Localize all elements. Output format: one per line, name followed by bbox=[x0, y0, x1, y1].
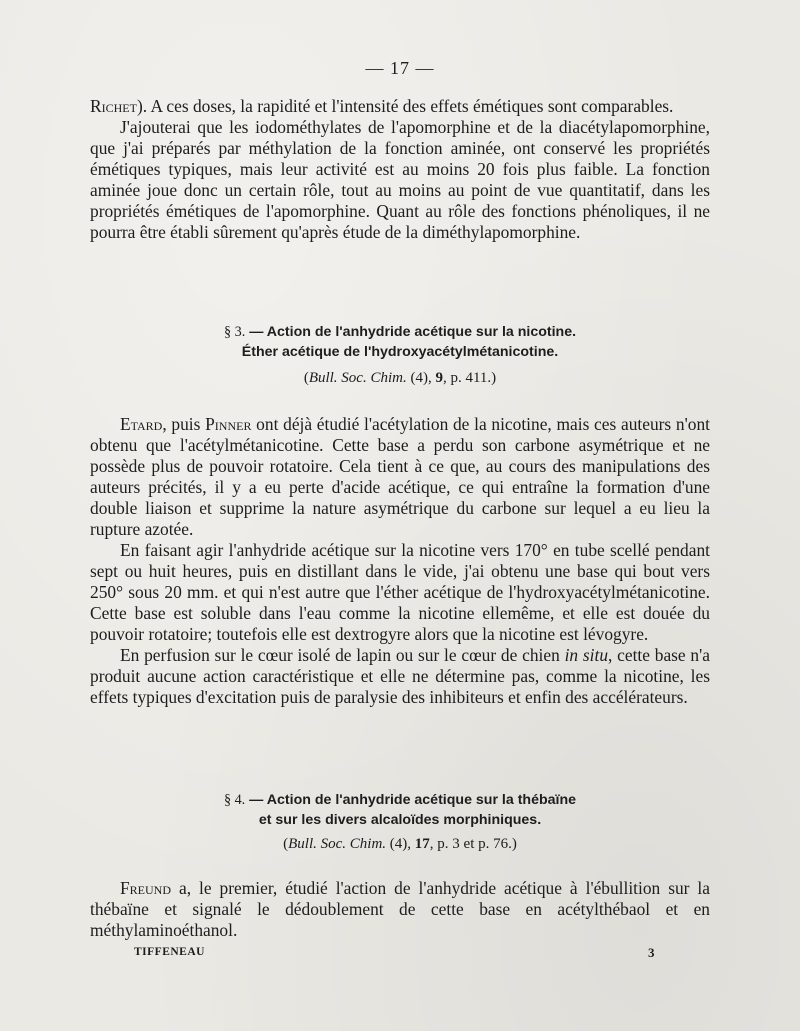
page-number: — 17 — bbox=[365, 58, 435, 78]
paragraph-iodomethylates: J'ajouterai que les iodométhylates de l'apomorphine et de la diacétylapomorphine, que j'ai préparés par méthylation de la fonction aminée, ont conservé les propriétés émétiques typiques, mais leur activité est au moins 20 fois plus faible. La fonction aminée joue donc un certain rôle, tout au moins au point de vue quantitatif, dans les propriétés émétiques de l'apomorphine. Quant au rôle des fonctions phénoliques, il ne pourra être établi sûrement qu'après étude de la diméthylapomorphine. bbox=[90, 117, 710, 242]
citation-series: (4), bbox=[406, 370, 436, 386]
paragraph-perfusion bbox=[90, 645, 710, 708]
citation-open: ( bbox=[303, 370, 309, 386]
section-3-title-line1 bbox=[90, 322, 710, 342]
paragraph-text: En perfusion sur le cœur isolé de lapin ou sur le cœur de chien bbox=[120, 645, 565, 665]
body-text-top bbox=[90, 96, 710, 243]
section-number: § 4. bbox=[223, 792, 246, 808]
footer-signature: TIFFENEAU bbox=[134, 946, 205, 958]
author-name: Richet bbox=[90, 96, 137, 116]
paragraph-text: ont déjà étudié l'acétylation de la nicotine, mais ces auteurs n'ont obtenu que l'acétylmétanicotine. Cette base a perdu son carbone asymétrique et ne possède plus de pouvoir rotatoire. Cela tient à ce que, au cours des manipulations des auteurs précités, il y a eu perte d'acide acétique, ce qui entraîne la formation d'une double liaison et supprime la nature asymétrique du carbone sur lequel a eu lieu la rupture azotée. bbox=[90, 414, 710, 539]
author-name: Pinner bbox=[205, 414, 252, 434]
paragraph-acetylation: En faisant agir l'anhydride acétique sur la nicotine vers 170° en tube scellé pendant sept ou huit heures, puis en distillant dans le vide, j'ai obtenu une base qui bout vers 250° sous 20 mm. et qui n'est autre que l'éther acétique de l'hydroxyacétylmétanicotine. Cette base est soluble dans l'eau comme la nicotine ellemême, et elle est douée du pouvoir rotatoire; toutefois elle est dextrogyre alors que la nicotine est lévogyre. bbox=[90, 540, 710, 644]
journal-name: Bull. Soc. Chim. bbox=[308, 370, 407, 386]
paragraph-freund bbox=[90, 878, 710, 941]
section-3-citation bbox=[90, 370, 710, 387]
section-3-heading bbox=[90, 322, 710, 362]
citation-volume: 9 bbox=[435, 370, 443, 386]
author-name: Etard bbox=[120, 414, 163, 434]
citation-pages: , p. 3 et p. 76.) bbox=[429, 836, 517, 852]
section-number: § 3. bbox=[223, 324, 246, 340]
paragraph-text: ). A ces doses, la rapidité et l'intensité des effets émétiques sont comparables. bbox=[136, 96, 674, 116]
paragraph-richet bbox=[90, 96, 710, 117]
citation-open: ( bbox=[283, 836, 289, 852]
body-text-middle bbox=[90, 414, 710, 708]
section-title: — Action de l'anhydride acétique sur la nicotine. bbox=[249, 324, 577, 340]
paragraph-text: , cette base n'a produit aucune action caractéristique et elle ne détermine pas, comme la nicotine, les effets typiques d'excitation puis de paralysie des inhibiteurs et enfin des accélérateurs. bbox=[90, 645, 710, 707]
section-4-citation bbox=[90, 836, 710, 853]
footer-sheet-number: 3 bbox=[648, 945, 655, 960]
citation-volume: 17 bbox=[414, 836, 430, 852]
italic-term: in situ bbox=[564, 645, 609, 665]
citation-pages: , p. 411.) bbox=[442, 370, 497, 386]
paragraph-etard-pinner bbox=[90, 414, 710, 540]
journal-name: Bull. Soc. Chim. bbox=[288, 836, 387, 852]
body-text-bottom bbox=[90, 878, 710, 941]
author-name: Freund bbox=[120, 878, 172, 898]
section-4-title-line2: et sur les divers alcaloïdes morphiniques. bbox=[258, 812, 542, 828]
paragraph-text: , puis bbox=[162, 414, 206, 434]
section-title: — Action de l'anhydride acétique sur la thébaïne bbox=[249, 792, 577, 808]
section-3-title-line2: Éther acétique de l'hydroxyacétylmétanicotine. bbox=[241, 344, 559, 360]
section-4-title-line1 bbox=[90, 790, 710, 810]
paragraph-text: a, le premier, étudié l'action de l'anhydride acétique à l'ébullition sur la thébaïne et signalé le dédoublement de cette base en acétylthébaol et en méthylaminoéthanol. bbox=[90, 878, 710, 940]
citation-series: (4), bbox=[386, 836, 415, 852]
section-4-heading bbox=[90, 790, 710, 830]
